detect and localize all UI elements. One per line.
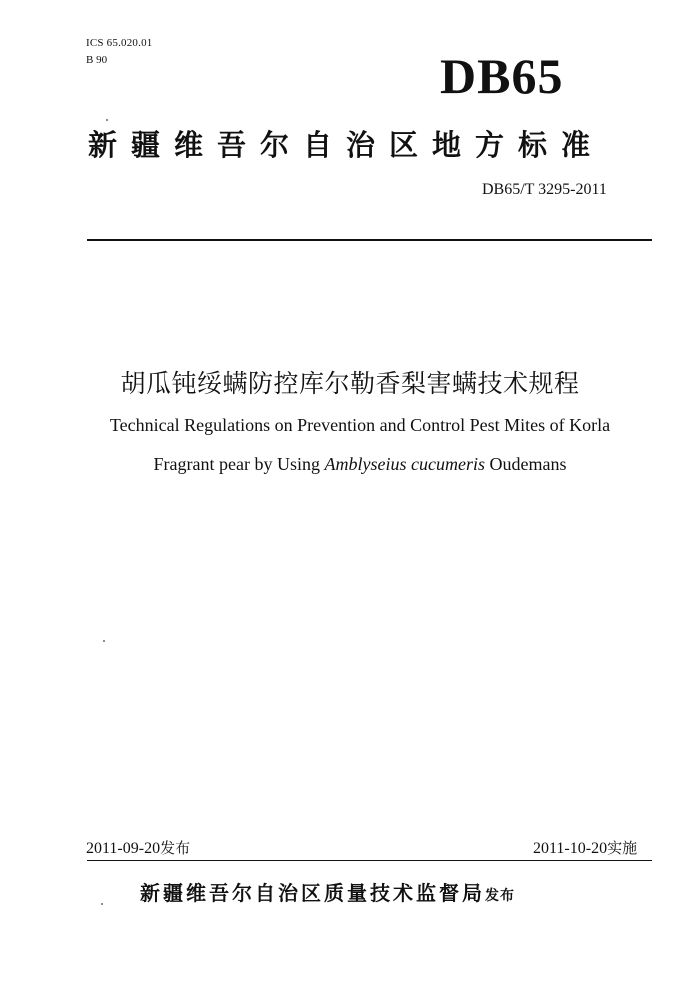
title-english-suffix: Oudemans <box>484 454 567 474</box>
implementation-label: 实施 <box>607 839 638 857</box>
issue-date: 2011-09-20 <box>86 840 161 857</box>
footer-divider <box>87 860 652 861</box>
header-divider <box>87 239 652 241</box>
scan-speck <box>103 640 105 642</box>
title-english-prefix: Fragrant pear by Using <box>153 454 325 474</box>
implementation-date: 2011-10-20 <box>533 840 608 857</box>
scan-speck <box>101 903 103 905</box>
standard-number: DB65/T 3295-2011 <box>482 181 607 198</box>
document-title-chinese: 胡瓜钝绥螨防控库尔勒香梨害螨技术规程 <box>120 369 580 398</box>
scan-speck <box>106 119 108 121</box>
ics-code: ICS 65.020.01 <box>86 37 153 49</box>
document-title-english-line-1: Technical Regulations on Prevention and Control Pest Mites of Korla <box>109 415 611 435</box>
issue-label: 发布 <box>160 839 191 857</box>
implementation-date-line <box>533 838 637 859</box>
region-standard-title: 新疆维吾尔自治区地方标准 <box>88 128 605 162</box>
issuer-suffix: 发布 <box>485 888 515 904</box>
classification-code: B 90 <box>86 54 108 66</box>
issue-date-line <box>86 838 190 859</box>
species-name: Amblyseius cucumeris <box>324 454 485 474</box>
issuing-authority <box>140 878 515 911</box>
standard-prefix: DB65 <box>440 48 564 104</box>
document-title-english-line-2 <box>0 452 700 476</box>
issuer-name: 新疆维吾尔自治区质量技术监督局 <box>140 881 485 905</box>
